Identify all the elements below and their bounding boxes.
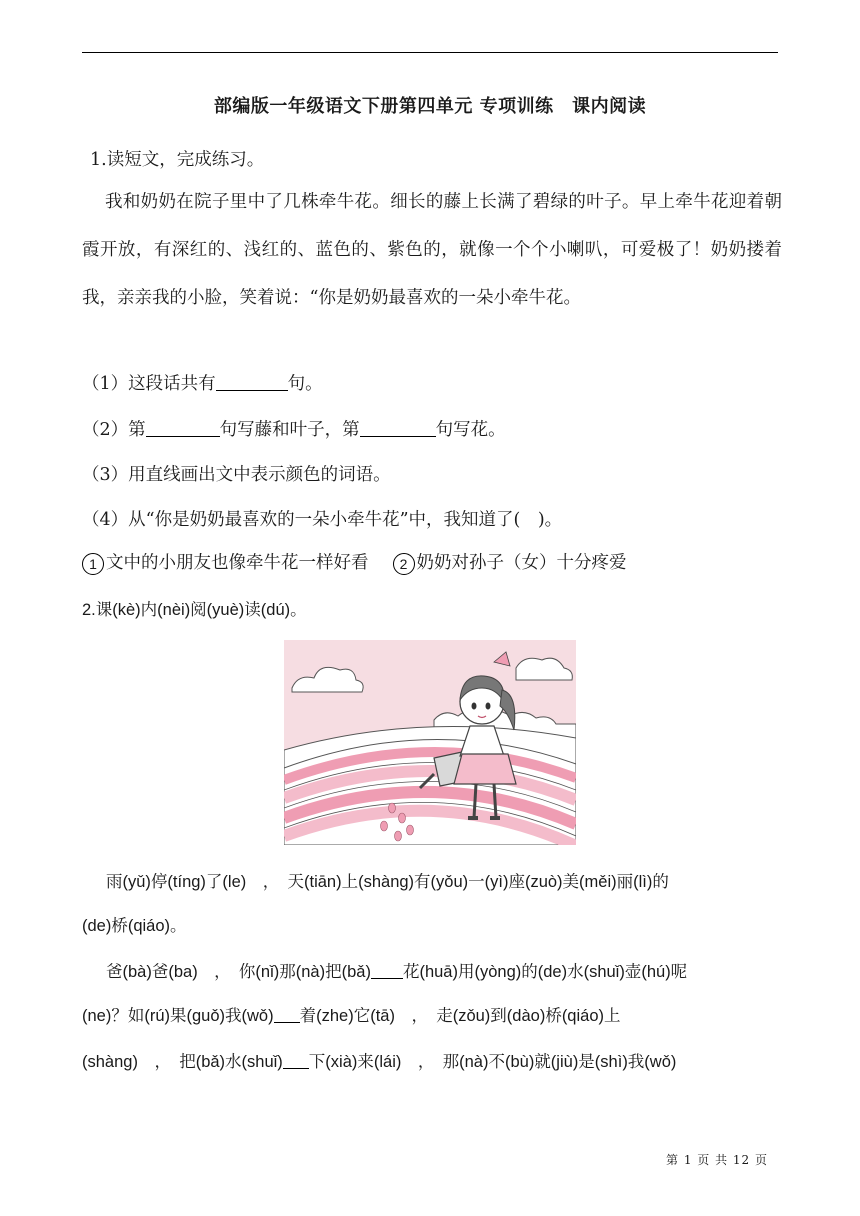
answer-blank[interactable] [146,418,220,437]
sub-question-1 [82,372,323,396]
reading-text: (shàng) ， 把(bǎ)水(shuǐ) [82,1053,283,1071]
reading-line [82,1004,621,1028]
reading-text: 爸(bà)爸(ba) ， 你(nǐ)那(nà)把(bǎ) [106,963,371,981]
reading-line [106,960,687,984]
sub-question-text: 句。 [287,374,323,394]
reading-text: 着(zhe)它(tā) ， 走(zǒu)到(dào)桥(qiáo)上 [299,1007,621,1025]
sub-question-text: 句写花。 [435,420,506,440]
answer-blank[interactable] [274,1004,300,1023]
option-2-text: 奶奶对孙子（女）十分疼爱 [416,553,627,573]
option-2-marker: 2 [393,553,415,575]
reading-text: (ne)？如(rú)果(guǒ)我(wǒ) [82,1007,274,1025]
sub-question-text: （1）这段话共有 [82,374,216,394]
answer-blank[interactable] [216,372,288,391]
sub-question-text: 句写藤和叶子，第 [219,420,360,440]
reading-text: 下(xià)来(lái) ， 那(nà)不(bù)就(jiù)是(shì)我(wǒ) [308,1053,677,1071]
reading-line: 雨(yǔ)停(tíng)了(le) ， 天(tiān)上(shàng)有(yǒu)一(yì)座(zuò)美(měi)丽(lì)的 [106,873,669,891]
option-1-marker: 1 [82,553,104,575]
answer-blank[interactable] [283,1050,309,1069]
passage-line: 牛花。 [528,288,581,308]
passage-line: 牛花迎着朝霞开放，有深红的、浅红的、蓝色的、紫色的，就像一个个小喇叭， [82,192,783,260]
sub-question-text: （2）第 [82,420,146,440]
sub-question-4: （4）从“你是奶奶最喜欢的一朵小牵牛花”中，我知道了( )。 [82,510,563,530]
answer-blank[interactable] [360,418,436,437]
page-footer: 第 1 页 共 12 页 [666,1153,768,1167]
answer-blank[interactable] [371,960,403,979]
reading-line: (de)桥(qiáo)。 [82,917,187,935]
sub-question-2 [82,418,506,442]
page-title: 部编版一年级语文下册第四单元 专项训练 课内阅读 [213,96,647,117]
reading-line [82,1050,676,1074]
passage-1 [82,178,782,322]
passage-line: 我和奶奶在院子里中了几株牵牛花。细长的藤上长满了碧绿的叶子。早上牵 [105,192,694,212]
question-2-heading: 2.课(kè)内(nèi)阅(yuè)读(dú)。 [82,601,307,619]
options-row [82,551,627,575]
question-1-heading: 1.读短文，完成练习。 [90,150,265,170]
reading-text: 花(huā)用(yòng)的(de)水(shuǐ)壶(hú)呢 [402,963,688,981]
passage-line: 可爱极了！奶奶搂着我，亲亲我的小脸，笑着说：“你是奶奶最喜欢的一朵小牵 [82,240,783,308]
girl-watering-rainbow-illustration [284,640,576,845]
header-rule [82,52,778,53]
option-1-text: 文中的小朋友也像牵牛花一样好看 [106,553,369,573]
sub-question-3: （3）用直线画出文中表示颜色的词语。 [82,465,391,485]
